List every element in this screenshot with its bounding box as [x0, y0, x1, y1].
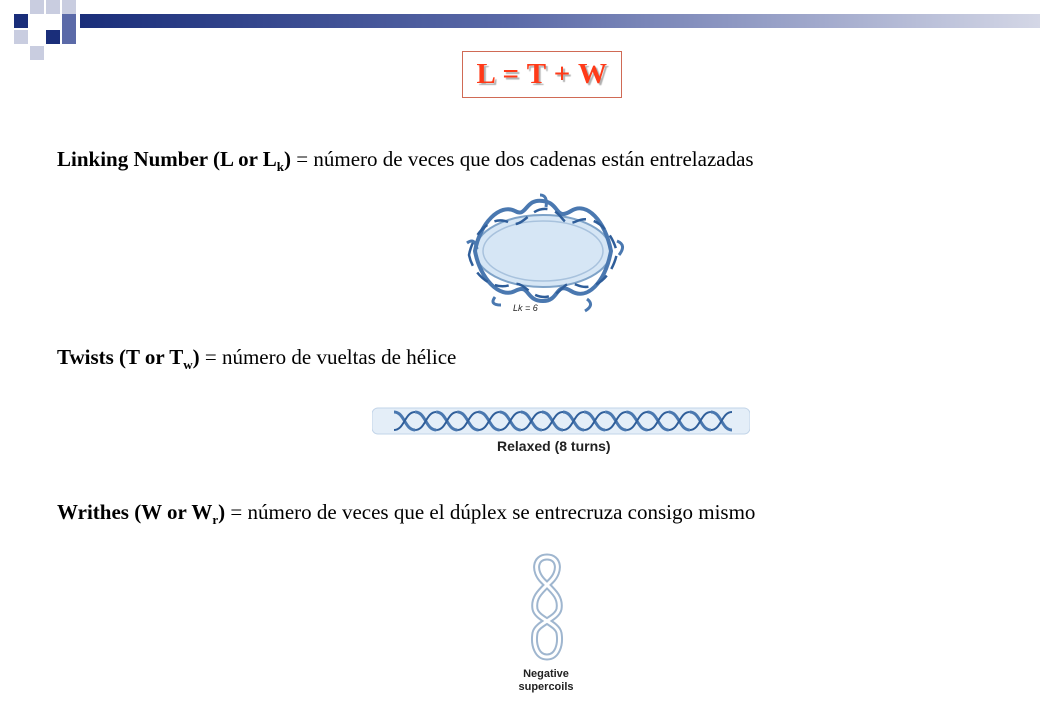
- top-bar: [80, 14, 1040, 28]
- twists-close: ): [192, 345, 200, 369]
- writhes-term: Writhes (W or W: [57, 500, 213, 524]
- corner-square-6: [46, 30, 60, 44]
- twists-figure-label: Relaxed (8 turns): [497, 438, 611, 454]
- ring-fill: [475, 215, 611, 287]
- twists-line: [57, 345, 456, 373]
- twists-figure: [372, 402, 750, 442]
- writhes-close: ): [218, 500, 226, 524]
- linking-sub: k: [276, 159, 285, 175]
- writhes-label-line1: Negative: [523, 668, 569, 680]
- linking-definition: = número de veces que dos cadenas están entrelazadas: [296, 147, 754, 171]
- linking-term: Linking Number (L or L: [57, 147, 277, 171]
- slide-title: L = T + W: [476, 58, 608, 90]
- writhes-figure-label: [512, 668, 580, 694]
- linking-number-line: [57, 147, 754, 175]
- title-box: [462, 51, 622, 98]
- corner-square-7: [62, 14, 76, 44]
- corner-square-5: [14, 30, 28, 44]
- linking-figure-label: Lk = 6: [513, 303, 538, 313]
- corner-square-2: [30, 0, 44, 14]
- writhes-line: [57, 500, 755, 528]
- linking-number-figure: [455, 193, 635, 318]
- corner-square-4: [62, 0, 76, 14]
- writhes-figure: [527, 553, 567, 663]
- corner-square-1: [14, 14, 28, 28]
- writhes-definition: = número de veces que el dúplex se entrecruza consigo mismo: [230, 500, 756, 524]
- twists-sub: w: [183, 357, 193, 373]
- writhes-label-line2: supercoils: [518, 681, 574, 693]
- twists-term: Twists (T or T: [57, 345, 184, 369]
- writhes-sub: r: [212, 512, 219, 528]
- twists-definition: = número de vueltas de hélice: [204, 345, 457, 369]
- corner-square-3: [46, 0, 60, 14]
- linking-close: ): [284, 147, 292, 171]
- corner-square-8: [30, 46, 44, 60]
